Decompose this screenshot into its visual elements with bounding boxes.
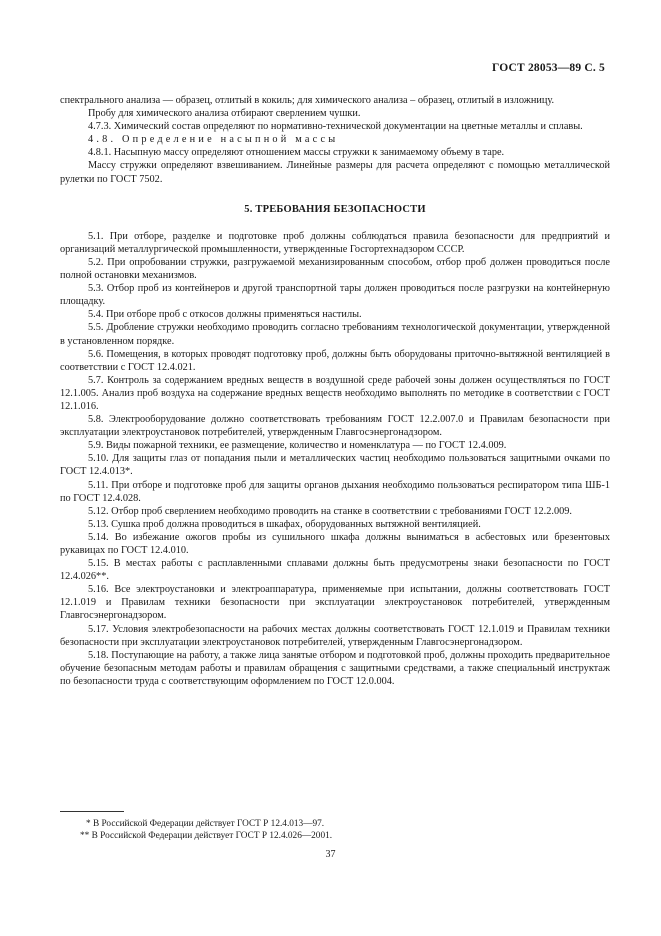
list-item: 5.12. Отбор проб сверлением необходимо проводить на станке в соответствии с требованиями ГОСТ 12.2.009. — [88, 505, 572, 517]
footnotes — [60, 811, 610, 842]
page-header: ГОСТ 28053—89 С. 5 — [492, 62, 605, 74]
list-item: 5.11. При отборе и подготовке проб для защиты органов дыхания необходимо пользоваться респиратором типа ШБ-1 по ГОСТ 12.4.028. — [60, 479, 610, 504]
list-item: 5.4. При отборе проб с откосов должны применяться настилы. — [88, 309, 362, 321]
page-number: 37 — [325, 849, 336, 860]
list-item: 5.1. При отборе, разделке и подготовке проб должны соблюдаться правила безопасности для предприятий и организаций металлургической промышленности, утвержденные Госгортехнадзором СССР. — [60, 230, 610, 255]
list-item: 5.13. Сушка проб должна проводиться в шкафах, оборудованных вытяжной вентиляцией. — [88, 518, 481, 530]
document-body — [60, 94, 610, 688]
list-item: 5.8. Электрооборудование должно соответствовать требованиям ГОСТ 12.2.007.0 и Правилам безопасности при эксплуатации электроустановок потребителей, утвержденным Главгосэнергонадзором. — [60, 414, 610, 439]
list-item: 5.9. Виды пожарной техники, ее размещение, количество и номенклатура — по ГОСТ 12.4.009. — [88, 440, 507, 452]
paragraph: 4.8.1. Насыпную массу определяют отношением массы стружки к занимаемому объему в таре. — [88, 147, 505, 159]
list-item: 5.18. Поступающие на работу, а также лица занятые отбором и подготовкой проб, должны проходить предварительное обучение безопасным методам работы и правилам обращения с защитными средствами, а также специальный инструктаж по безопасности труда с соответствующим оформлением по ГОСТ 12.0.004. — [60, 649, 610, 687]
list-item: 5.7. Контроль за содержанием вредных веществ в воздушной среде рабочей зоны должен осуществляться по ГОСТ 12.1.005. Анализ проб воздуха на содержание вредных веществ необходимо выполнять по методике в соответствии с ГОСТ 12.1.016. — [60, 374, 610, 412]
list-item: 5.5. Дробление стружки необходимо проводить согласно требованиям технологической документации, утвержденной в установленном порядке. — [60, 322, 610, 347]
paragraph: Пробу для химического анализа отбирают сверлением чушки. — [88, 108, 361, 120]
paragraph: 4.7.3. Химический состав определяют по нормативно-технической документации на цветные металлы и сплавы. — [88, 121, 583, 133]
list-item: 5.14. Во избежание ожогов пробы из сушильного шкафа должны выниматься в асбестовых или брезентовых рукавицах по ГОСТ 12.4.010. — [60, 531, 610, 556]
footnote-divider — [60, 811, 124, 812]
subsection-heading: 4.8. Определение насыпной массы — [88, 134, 339, 146]
paragraph: спектрального анализа — образец, отлитый в кокиль; для химического анализа – образец, отлитый в изложницу. — [60, 95, 555, 106]
list-item: 5.2. При опробовании стружки, разгружаемой механизированным способом, отбор проб должен проводиться после полной остановки механизмов. — [60, 256, 610, 282]
footnote: * В Российской Федерации действует ГОСТ Р 12.4.013—97. — [86, 819, 325, 829]
list-item: 5.3. Отбор проб из контейнеров и другой транспортной тары должен проводиться после разгрузки на контейнерную площадку. — [60, 283, 610, 308]
list-item: 5.17. Условия электробезопасности на рабочих местах должны соответствовать ГОСТ 12.1.019 и Правилам техники безопасности при эксплуатации электроустановок потребителей, утвержденным Главгосэнергонадзором. — [60, 623, 610, 648]
section-title: 5. ТРЕБОВАНИЯ БЕЗОПАСНОСТИ — [244, 203, 426, 215]
list-item: 5.15. В местах работы с расплавленными сплавами должны быть предусмотрены знаки безопасности по ГОСТ 12.4.026**. — [60, 558, 610, 583]
list-item: 5.10. Для защиты глаз от попадания пыли и металлических частиц необходимо пользоваться защитными очками по ГОСТ 12.4.013*. — [60, 453, 610, 478]
list-item: 5.6. Помещения, в которых проводят подготовку проб, должны быть оборудованы приточно-вытяжной вентиляцией в соответствии с ГОСТ 12.4.021. — [60, 348, 610, 373]
list-item: 5.16. Все электроустановки и электроаппаратура, применяемые при испытании, должны соответствовать ГОСТ 12.1.019 и Правилам техники безопасности при эксплуатации электроустановок потребителей, утвержденным Главгосэнергонадзором. — [60, 584, 610, 622]
footnote: ** В Российской Федерации действует ГОСТ Р 12.4.026—2001. — [80, 831, 333, 841]
paragraph: Массу стружки определяют взвешиванием. Линейные размеры для расчета определяют с помощью металлической рулетки по ГОСТ 7502. — [60, 160, 610, 185]
